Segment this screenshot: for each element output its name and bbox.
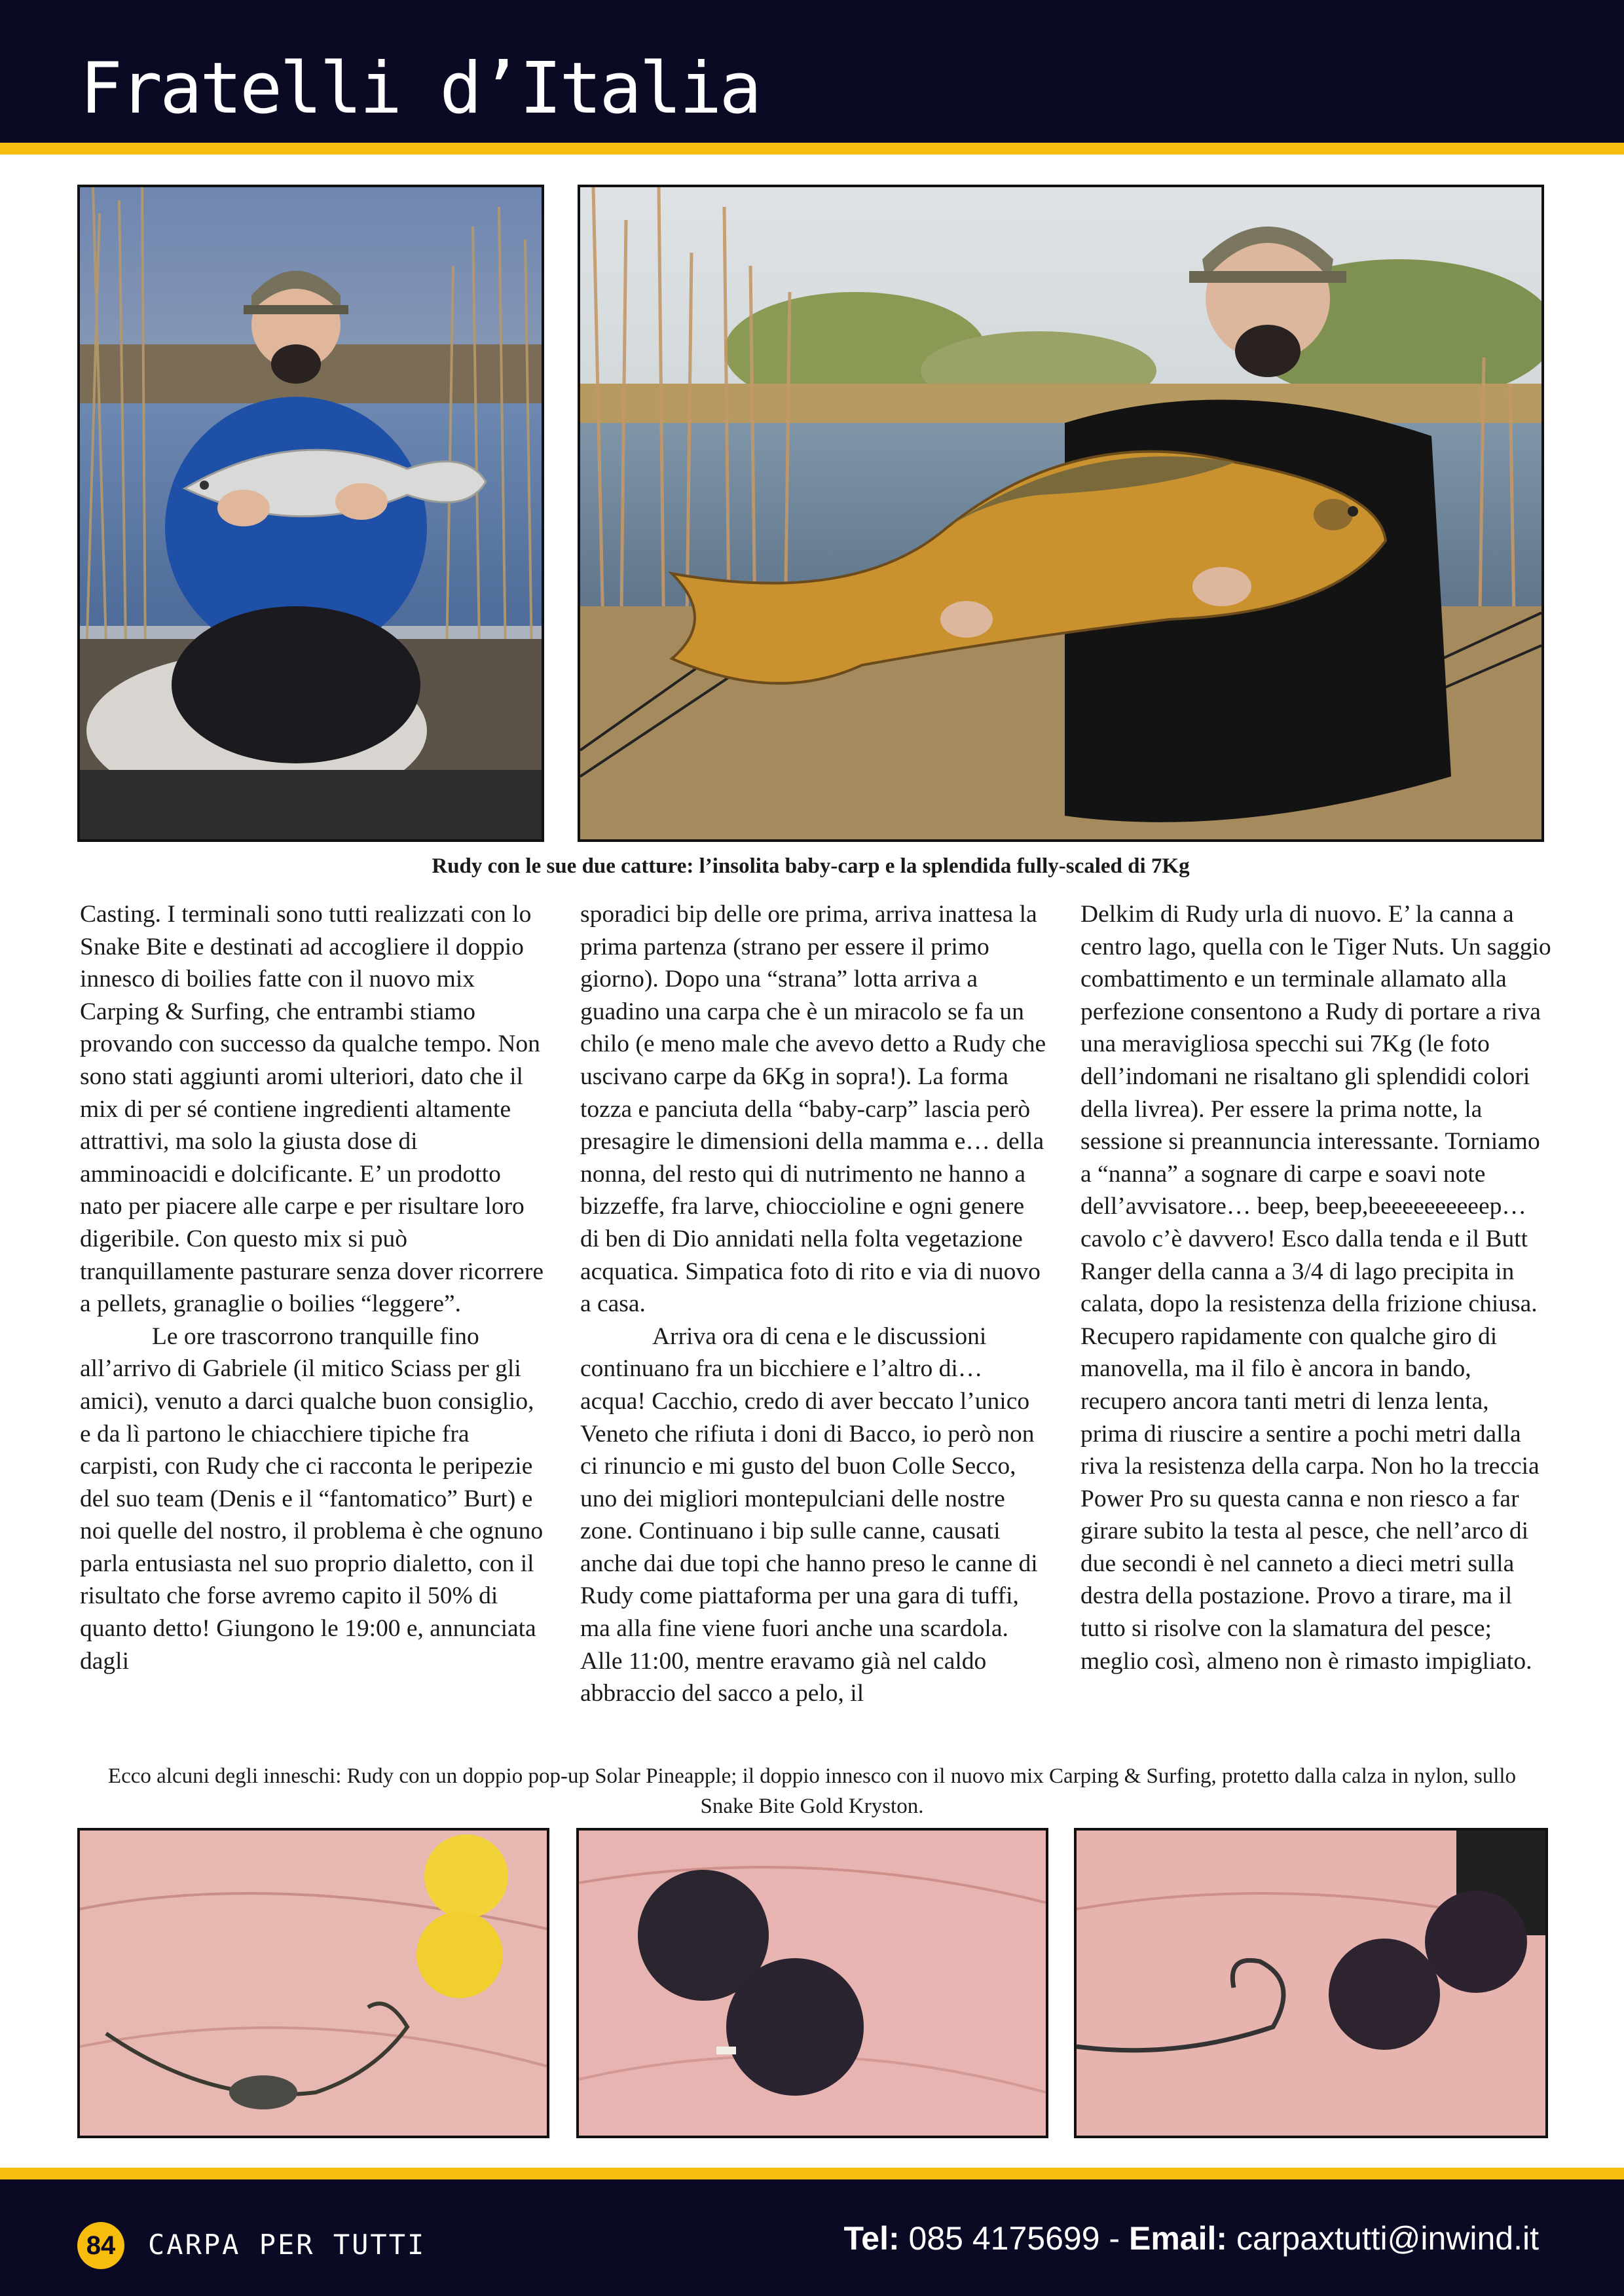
- tel-label: Tel:: [843, 2220, 900, 2257]
- photo-caption: Rudy con le sue due catture: l’insolita baby-carp e la splendida fully-scaled di 7Kg: [432, 854, 1190, 878]
- contact-info: [843, 2219, 1539, 2257]
- contact-separator: -: [1109, 2220, 1120, 2257]
- photo-baby-carp-image: [80, 187, 542, 839]
- tel-number: 085 4175699: [908, 2220, 1100, 2257]
- photo-mesh-boilies-image: [579, 1831, 1046, 2136]
- footer-accent-rule: [0, 2168, 1624, 2179]
- photo-fully-scaled-carp-image: [580, 187, 1541, 839]
- article-column-1: [80, 898, 545, 1677]
- paragraph: Le ore trascorrono tranquille fino all’arrivo di Gabriele (il mitico Sciass per gli amici), venuto a darci qualche buon consiglio, e da lì partono le chiacchiere tipiche fra carpisti, con Rudy che ci racconta le peripezie del suo team (Denis e il “fantomatico” Burt) e noi quelle del nostro, il problema è che ognuno parla entusiasta nel suo proprio dialetto, con il risultato che forse avremo capito il 50% di quanto detto! Giungono le 19:00 e, annunciata dagli: [80, 1322, 544, 1675]
- magazine-name: CARPA PER TUTTI: [148, 2229, 426, 2261]
- photo-pop-up-rig-image: [80, 1831, 547, 2136]
- photo-baby-carp: [77, 185, 544, 842]
- photo-pop-up-rig: [77, 1828, 549, 2138]
- header-accent-rule: [0, 143, 1624, 155]
- photo-mesh-boilies: [576, 1828, 1048, 2138]
- page-number-badge: 84: [77, 2222, 124, 2269]
- paragraph: sporadici bip delle ore prima, arriva inattesa la prima partenza (strano per essere il primo giorno). Dopo una “strana” lotta arriva a guadino una carpa che è un miracolo se fa un chilo (e meno male che avevo detto a Rudy che uscivano carpe da 6Kg in sopra!). La forma tozza e panciuta della “baby-carp” lascia però presagire le dimensioni della mamma e… della nonna, del resto qui di nutrimento ne hanno a bizzeffe, fra larve, chioccioline e ogni genere di ben di Dio annidati nella folta vegetazione acquatica. Simpatica foto di rito e via di nuovo a casa.: [580, 901, 1046, 1318]
- page-header: [0, 0, 1624, 143]
- baits-caption: Ecco alcuni degli inneschi: Rudy con un doppio pop-up Solar Pineapple; il doppio innesco con il nuovo mix Carping & Surfing, protetto dalla calza in nylon, sullo Snake Bite Gold Kryston.: [107, 1764, 1517, 1818]
- photo-hook-boilies-image: [1077, 1831, 1545, 2136]
- email-label: Email:: [1128, 2220, 1228, 2257]
- paragraph: Casting. I terminali sono tutti realizzati con lo Snake Bite e destinati ad accogliere il doppio innesco di boilies fatte con il nuovo mix Carping & Surfing, che entrambi stiamo provando con successo da qualche tempo. Non sono stati aggiunti aromi ulteriori, dato che il mix di per sé contiene ingredienti altamente attrattivi, ma solo la giusta dose di amminoacidi e dolcificante. E’ un prodotto nato per piacere alle carpe e per risultare loro digeribile. Con questo mix si può tranquillamente pasturare senza dover ricorrere a pellets, granaglie o boilies “leggere”.: [80, 901, 544, 1318]
- section-title: Fratelli d’Italia: [80, 48, 760, 130]
- article-column-2: [580, 898, 1046, 1710]
- email-address: carpaxtutti@inwind.it: [1236, 2220, 1539, 2257]
- paragraph: Delkim di Rudy urla di nuovo. E’ la canna a centro lago, quella con le Tiger Nuts. Un saggio combattimento e un terminale allamato alla perfezione consentono a Rudy di portare a riva una meravigliosa specchi sui 7Kg (le foto dell’indomani ne risaltano gli splendidi colori della livrea). Per essere la prima notte, la sessione si preannuncia interessante. Torniamo a “nanna” a sognare di carpe e soavi note dell’avvisatore… beep, beep,beeeeeeeeeep… cavolo c’è davvero! Esco dalla tenda e il Butt Ranger della canna a 3/4 di lago precipita in calata, dopo la resistenza della frizione chiusa. Recupero rapidamente con qualche giro di manovella, ma il filo è ancora in bando, recupero ancora tanti metri di lenza lenta, prima di riuscire a sentire a pochi metri dalla riva la resistenza della carpa. Non ho la treccia Power Pro su questa canna e non riesco a far girare subito la testa al pesce, che nell’arco di due secondi è nel canneto a dieci metri sulla destra della postazione. Provo a tirare, ma il tutto si risolve con la slamatura del pesce; meglio così, almeno non è rimasto impigliato.: [1080, 901, 1551, 1675]
- article-column-3: [1080, 898, 1552, 1677]
- photo-fully-scaled-carp: [578, 185, 1544, 842]
- photo-hook-boilies: [1074, 1828, 1548, 2138]
- paragraph: Arriva ora di cena e le discussioni continuano fra un bicchiere e l’altro di… acqua! Cacchio, credo di aver beccato l’unico Veneto che rifiuta i doni di Bacco, io però non ci rinuncio e mi gusto del buon Colle Secco, uno dei migliori montepulciani delle nostre zone. Continuano i bip sulle canne, causati anche dai due topi che hanno preso le canne di Rudy come piattaforma per una gara di tuffi, ma alla fine viene fuori anche una scardola. Alle 11:00, mentre eravamo già nel caldo abbraccio del sacco a pelo, il: [580, 1322, 1038, 1707]
